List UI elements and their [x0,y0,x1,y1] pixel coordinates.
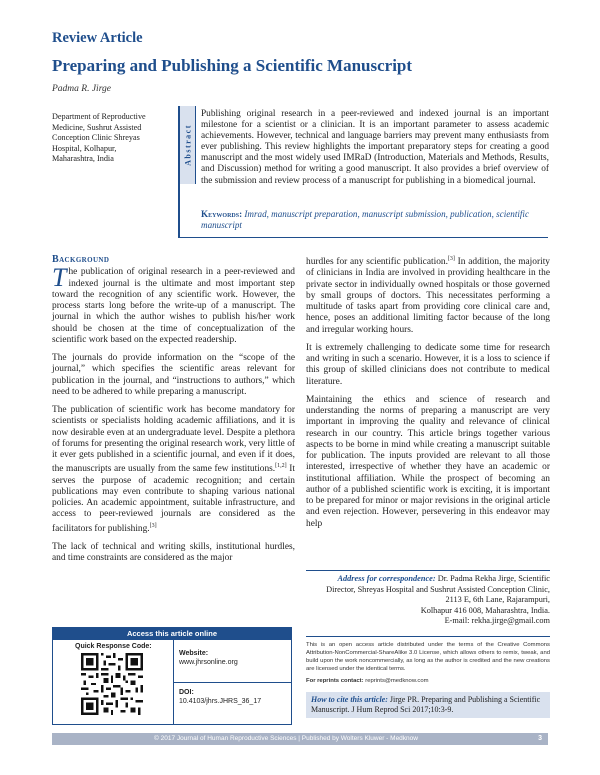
citation-ref: [1,2] [275,463,287,470]
keywords-label: Keywords: [201,209,243,219]
correspondence-address [306,570,550,627]
affiliation-line: Conception Clinic Shreyas [52,133,140,143]
reprints-label: For reprints contact: [306,678,364,684]
doi-link[interactable]: 10.4103/jhrs.JHRS_36_17 [179,698,262,705]
access-divider [173,682,291,683]
paragraph-text: he publication of original research in a peer-reviewed and indexed journal is the ultimate and most important step toward the recognition of any scientific work. However, the process starts long before the write-up of a manuscript. The journal in which the author wishes to publish his/her work should be chosen at the time of conceptualization of the scientific work based on the expected readership. [52,267,295,345]
paragraph-text: The publication of scientific work has become mandatory for scientists or specialists holding academic affiliations, and it is now desirable even at an undergraduate level. Despite a plethora of forums for presenting the original research work, very little of it ever gets published in a scientific journal, and even if it does, the manuscripts are usually from the same few institutions. [52,405,295,475]
cite-text: Jirge PR. Preparing and Publishing a Scientific Manuscript. J Hum Reprod Sci 2017;10:3-9. [311,695,541,714]
body-column-right [306,254,550,537]
affiliation-line: Hospital, Kolhapur, [52,143,117,153]
body-paragraph [52,405,295,535]
article-title: Preparing and Publishing a Scientific Manuscript [52,56,413,75]
body-paragraph: The journals do provide information on the “scope of the journal,” which specifies the scientific areas relevant for publication in the journal, and “instructions to authors,” which need to be adhered to while preparing a manuscript. [52,353,295,397]
correspondence-line: Director, Shreyas Hospital and Sushrut Assisted Conception Clinic, [326,584,550,594]
citation-ref: [3] [447,256,455,262]
keywords-list: Imrad, manuscript preparation, manuscript submission, publication, scientific manuscript [201,209,529,231]
drop-cap: T [52,263,67,293]
body-column-left [52,254,295,572]
citation-ref: [3] [149,522,157,529]
paragraph-text: hurdles for any scientific publication. [306,257,448,268]
qr-label: Quick Response Code: [75,643,152,650]
paragraph-text: In addition, the majority of clinicians in India are involved in providing healthcare in the private sector in individually owned hospitals or those governed by small groups of doctors. This necessitates performing a multitude of tasks apart from providing core clinical care and, hence, poses an additional limiting factor because of the long and irregular working hours. [306,257,550,335]
website-label: Website: [179,650,209,657]
doi-label: DOI: [179,689,194,696]
body-paragraph [52,263,295,346]
page-number: 3 [538,735,542,742]
website-link[interactable]: www.jhrsonline.org [179,659,238,666]
citation-box [306,692,550,718]
body-paragraph: The lack of technical and writing skills, institutional hurdles, and time constraints are considered as the major [52,542,295,564]
abstract-box [178,106,548,238]
correspondence-email: E-mail: rekha.jirge@gmail.com [444,616,550,626]
paragraph-text: It serves the purpose of academic recognition; and certain publications may even contribute to shaping various national policies. An academic appointment, suitable infrastructure, and access to peer-reviewed journals are considered as the facilitators for publishing. [52,464,295,534]
cite-label: How to cite this article: [311,695,388,704]
body-paragraph [306,254,550,336]
license-text: This is an open access article distributed under the terms of the Creative Commons Attribution-NonCommercial-ShareAlike 3.0 License, which allows others to remix, tweak, and build upon the work noncommercially, as long as the author is credited and the new creations are licensed under the identical terms. [306,636,550,673]
affiliation-line: Maharashtra, India [52,154,114,164]
correspondence-line: Dr. Padma Rekha Jirge, Scientific [437,574,550,583]
correspondence-line: 2113 E, 6th Lane, Rajarampuri, [445,595,550,605]
body-paragraph: Maintaining the ethics and science of research and understanding the norms of preparing a manuscript are very important in improving the quality and relevance of clinical research in our country. This article brings together various aspects to be borne in mind while creating a manuscript suitable for publication. The inputs provided are relevant to all those interested, irrespective of whether they have an academic or institutional affiliation. While the prospect of becoming an author of a published scientific work is exciting, it is important to be prepared for minor or major revisions in the original article and even rejection. However, persevering in this endeavor may help [306,394,550,529]
affiliation-line: Department of Reproductive [52,112,146,121]
author-name: Padma R. Jirge [52,84,112,94]
correspondence-line: Kolhapur 416 008, Maharashtra, India. [420,605,550,615]
affiliation-line: Medicine, Sushrut Assisted [52,122,142,132]
access-online-box [52,627,292,725]
abstract-text: Publishing original research in a peer-reviewed and indexed journal is an important milestone for a scientist or a clinician. It is an important parameter to assess academic achievements. However, technical and language barriers may prevent many enthusiasts from ever publishing. This review highlights the important preparatory steps for creating a good manuscript and the most widely used IMRaD (Introduction, Materials and Methods, Results, and Discussion) method for writing a good manuscript. It also provides a brief overview of the submission and review process of a manuscript for publishing in a biomedical journal. [201,109,549,186]
reprints-contact [306,678,550,684]
abstract-tab [180,106,196,184]
reprints-email[interactable]: reprints@medknow.com [365,678,429,684]
footer-bar [52,733,548,745]
abstract-label: Abstract [183,124,193,166]
section-heading: Background [52,254,110,265]
footer-text: © 2017 Journal of Human Reproductive Sciences | Published by Wolters Kluwer - Medknow [154,735,418,742]
qr-code-icon[interactable] [81,653,143,715]
author-affiliation [52,112,170,165]
correspondence-label: Address for correspondence: [337,574,436,583]
access-header: Access this article online [53,628,291,640]
body-paragraph: It is extremely challenging to dedicate some time for research and writing in such a scenario. However, it is a loss to science if this group of skilled clinicians does not contribute to medical literature. [306,342,550,387]
article-type: Review Article [52,30,143,46]
keywords [201,209,549,231]
